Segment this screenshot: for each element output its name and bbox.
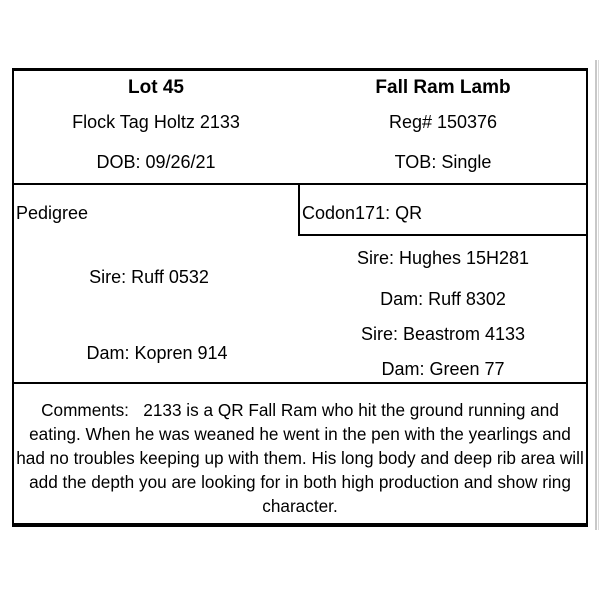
registration-number: Reg# 150376 — [388, 112, 498, 132]
date-of-birth: DOB: 09/26/21 — [96, 152, 216, 172]
dam-sire-name: Sire: Beastrom 4133 — [360, 324, 526, 344]
lot-category: Fall Ram Lamb — [375, 77, 511, 98]
comments-text: Comments: 2133 is a QR Fall Ram who hit the ground running and eating. When he was weaned he went in the pen with the yearlings and had no troubles keeping up with them. His long body and deep rib area will add the depth you are looking for in both high production and show ring character. — [16, 400, 589, 516]
page-edge-shadow — [598, 60, 599, 530]
dam-dam-name: Dam: Green 77 — [381, 359, 505, 379]
codon-value: Codon171: QR — [302, 203, 423, 223]
flock-tag: Flock Tag Holtz 2133 — [72, 112, 240, 132]
lot-number: Lot 45 — [128, 77, 184, 98]
codon-box-bottom — [298, 234, 588, 236]
comments-divider — [12, 382, 588, 384]
sire-sire-name: Sire: Hughes 15H281 — [356, 248, 530, 268]
type-of-birth: TOB: Single — [394, 152, 492, 172]
sire-dam-name: Dam: Ruff 8302 — [380, 289, 506, 309]
pedigree-label: Pedigree — [16, 203, 89, 223]
dam-name: Dam: Kopren 914 — [86, 343, 228, 363]
header-divider — [12, 183, 588, 185]
page-edge — [595, 60, 597, 530]
sire-name: Sire: Ruff 0532 — [89, 267, 209, 287]
codon-box-left — [298, 184, 300, 236]
